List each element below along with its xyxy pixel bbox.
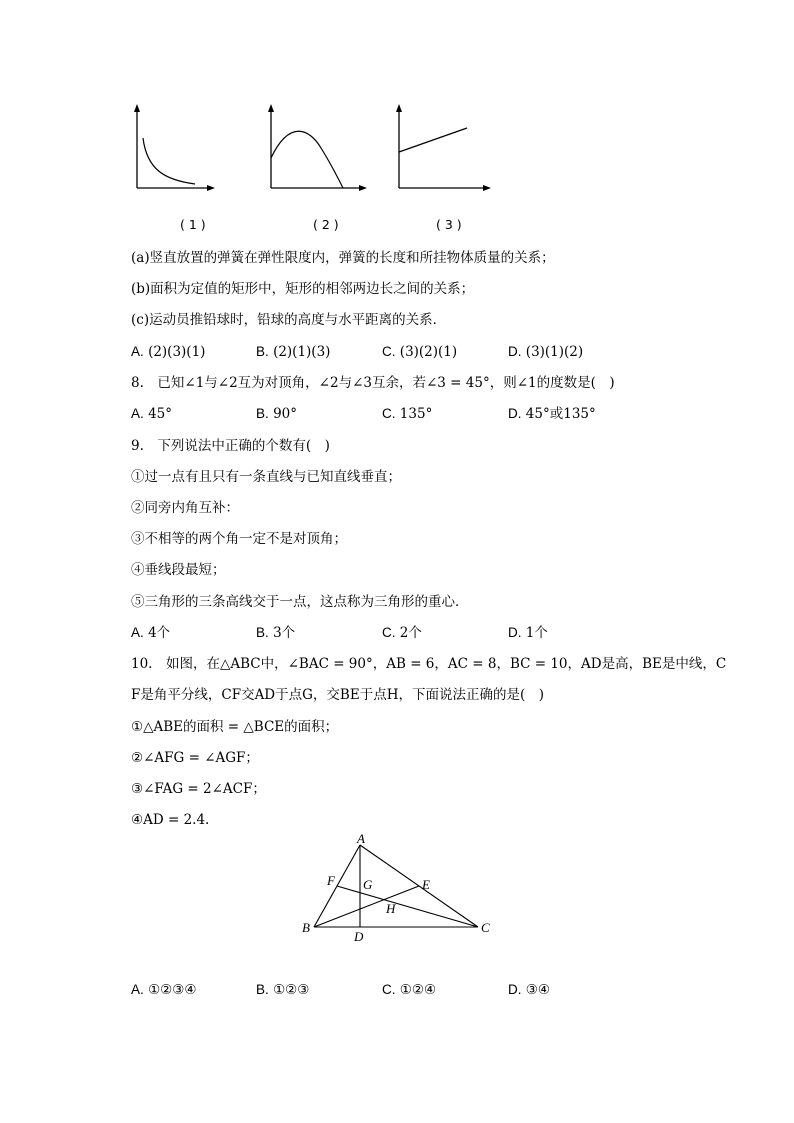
q7-option-c[interactable]: C. (3)(2)(1): [382, 344, 458, 360]
q10-item-4: ④AD = 2.4.: [131, 812, 210, 828]
q8-option-c[interactable]: C. 135°: [382, 406, 433, 422]
label-f: F: [327, 873, 335, 888]
graph-2-caption: ( 2 ): [313, 217, 339, 232]
graph-1-caption: ( 1 ): [180, 217, 206, 232]
q9-option-c[interactable]: C. 2个: [382, 625, 422, 641]
q7-item-a: (a)竖直放置的弹簧在弹性限度内，弹簧的长度和所挂物体质量的关系；: [131, 250, 555, 266]
graph-2: [259, 100, 374, 200]
q10-item-3: ③∠FAG = 2∠ACF；: [131, 781, 266, 797]
q7-item-c: (c)运动员推铅球时，铅球的高度与水平距离的关系．: [131, 312, 447, 328]
q9-item-3: ③不相等的两个角一定不是对顶角；: [131, 531, 347, 547]
q7-option-d[interactable]: D. (3)(1)(2): [508, 344, 584, 360]
q9-stem: 9. 下列说法中正确的个数有( ): [131, 438, 330, 454]
graph-1: [125, 100, 220, 200]
q10-option-c[interactable]: C. ①②④: [382, 982, 437, 998]
q9-item-2: ②同旁内角互补：: [131, 500, 239, 516]
q9-option-b[interactable]: B. 3个: [256, 625, 296, 641]
q7-item-b: (b)面积为定值的矩形中，矩形的相邻两边长之间的关系；: [131, 281, 475, 297]
label-g: G: [363, 877, 373, 892]
segment-be: [314, 886, 419, 927]
label-d: D: [354, 929, 364, 943]
q9-option-a[interactable]: A. 4个: [131, 625, 171, 641]
q8-option-b[interactable]: B. 90°: [256, 406, 297, 422]
q9-item-5: ⑤三角形的三条高线交于一点，这点称为三角形的重心．: [131, 594, 469, 610]
q8-stem: 8. 已知∠1与∠2互为对顶角，∠2与∠3互余，若∠3 = 45°，则∠1的度数是( ): [131, 375, 615, 391]
q8-option-d[interactable]: D. 45°或135°: [508, 406, 596, 422]
q10-item-2: ②∠AFG = ∠AGF；: [131, 750, 259, 766]
segment-cf: [337, 886, 478, 927]
label-e: E: [422, 877, 430, 892]
triangle-figure: [296, 833, 496, 943]
q7-option-b[interactable]: B. (2)(1)(3): [256, 344, 331, 360]
q10-item-1: ①△ABE的面积 = △BCE的面积；: [131, 719, 339, 735]
graph-3-caption: ( 3 ): [436, 217, 462, 232]
q10-option-b[interactable]: B. ①②③: [256, 982, 310, 998]
q9-item-1: ①过一点有且只有一条直线与已知直线垂直；: [131, 469, 401, 485]
q10-stem-line-1: 10. 如图，在△ABC中，∠BAC = 90°，AB = 6，AC = 8，BC = 10，AD是高，BE是中线，C: [131, 656, 727, 672]
q9-item-4: ④垂线段最短；: [131, 562, 226, 578]
q7-option-a[interactable]: A. (2)(3)(1): [131, 344, 206, 360]
graph-3: [387, 100, 497, 200]
q10-option-a[interactable]: A. ①②③④: [131, 982, 197, 998]
label-c: C: [481, 920, 490, 935]
label-b: B: [302, 920, 310, 935]
q10-option-d[interactable]: D. ③④: [508, 982, 551, 998]
label-a: A: [357, 833, 365, 846]
label-h: H: [386, 901, 396, 916]
q10-stem-line-2: F是角平分线，CF交AD于点G，交BE于点H，下面说法正确的是( ): [131, 687, 545, 703]
q9-option-d[interactable]: D. 1个: [508, 625, 548, 641]
q8-option-a[interactable]: A. 45°: [131, 406, 172, 422]
